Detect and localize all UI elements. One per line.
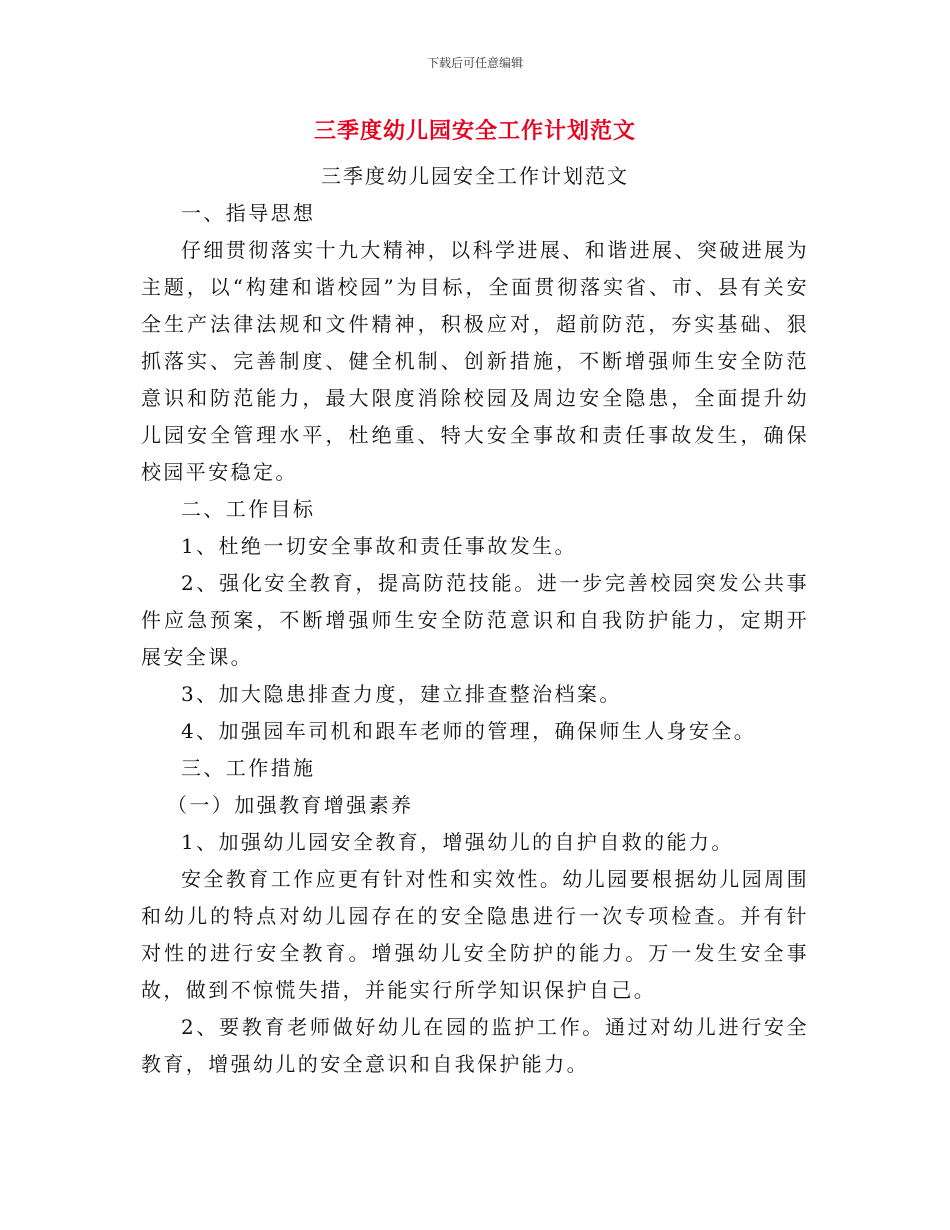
paragraph-guiding-ideology: 仔细贯彻落实十九大精神，以科学进展、和谐进展、突破进展为主题，以“构建和谐校园”为目标，全面贯彻落实省、市、县有关安全生产法律法规和文件精神，积极应对，超前防范，夯实基础、狠抓落实、完善制度、健全机制、创新措施，不断增强师生安全防范意识和防范能力，最大限度消除校园及周边安全隐患，全面提升幼儿园安全管理水平，杜绝重、特大安全事故和责任事故发生，确保校园平安稳定。 <box>141 238 809 484</box>
document-subtitle: 三季度幼儿园安全工作计划范文 <box>321 164 629 188</box>
document-title: 三季度幼儿园安全工作计划范文 <box>313 119 636 144</box>
measure-item-1: 1、加强幼儿园安全教育，增强幼儿的自护自救的能力。 <box>181 830 734 854</box>
heading-work-goals: 二、工作目标 <box>181 497 316 521</box>
goal-item-3: 3、加大隐患排查力度，建立排查整治档案。 <box>181 682 622 706</box>
subheading-education: （一）加强教育增强素养 <box>167 793 414 817</box>
header-note: 下载后可任意编辑 <box>426 56 523 70</box>
measure-item-2: 2、要教育老师做好幼儿在园的监护工作。通过对幼儿进行安全教育，增强幼儿的安全意识和自我保护能力。 <box>141 1015 809 1076</box>
heading-work-measures: 三、工作措施 <box>181 756 316 780</box>
paragraph-safety-education: 安全教育工作应更有针对性和实效性。幼儿园要根据幼儿园周围和幼儿的特点对幼儿园存在的安全隐患进行一次专项检查。并有针对性的进行安全教育。增强幼儿安全防护的能力。万一发生安全事故，做到不惊慌失措，并能实行所学知识保护自己。 <box>141 867 809 1002</box>
goal-item-1: 1、杜绝一切安全事故和责任事故发生。 <box>181 534 577 558</box>
goal-item-2: 2、强化安全教育，提高防范技能。进一步完善校园突发公共事件应急预案，不断增强师生安全防范意识和自我防护能力，定期开展安全课。 <box>141 571 809 669</box>
document-body <box>141 158 809 1083</box>
heading-guiding-ideology: 一、指导思想 <box>181 201 316 225</box>
goal-item-4: 4、加强园车司机和跟车老师的管理，确保师生人身安全。 <box>181 719 757 743</box>
